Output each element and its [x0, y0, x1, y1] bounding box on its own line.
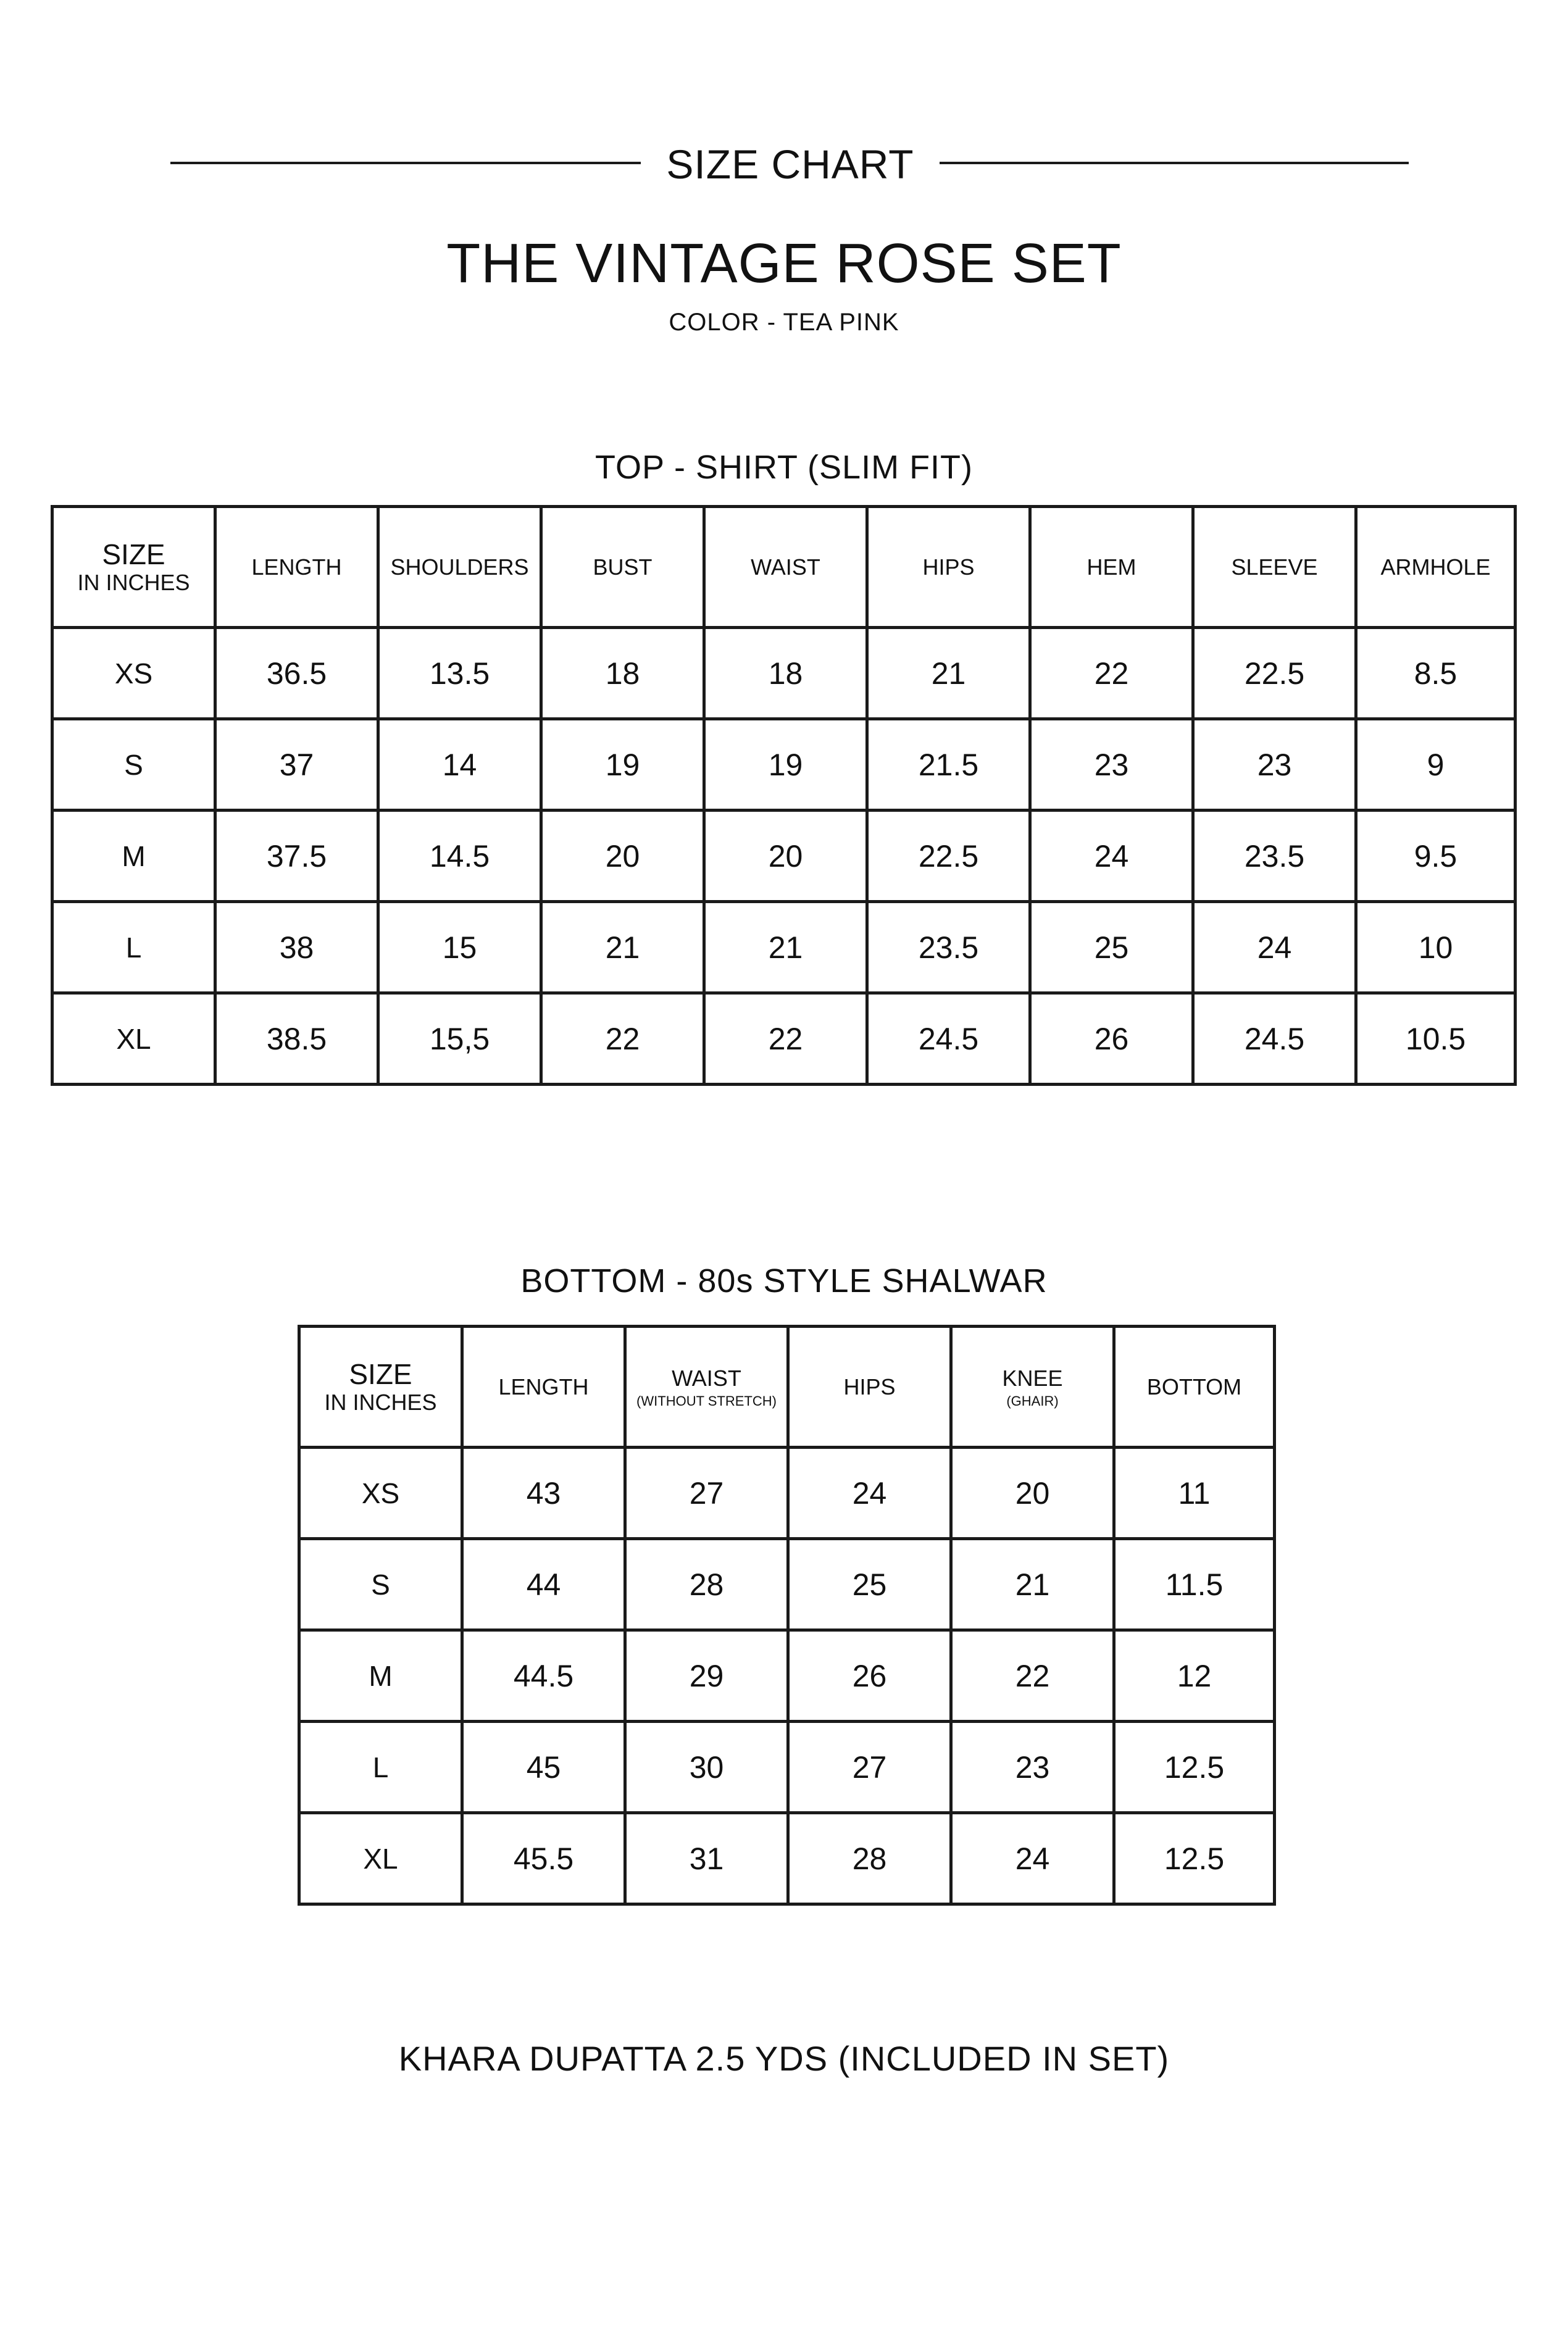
- size-header-unit: IN INCHES: [324, 1389, 437, 1415]
- column-header-shoulders: SHOULDERS: [378, 507, 541, 628]
- table-header-row: [299, 1327, 1275, 1448]
- size-header-label: SIZE: [349, 1357, 412, 1390]
- table-row: [299, 1448, 1275, 1539]
- color-line: COLOR - TEA PINK: [669, 309, 899, 336]
- value-cell: 20: [541, 811, 704, 902]
- value-cell: 15,5: [378, 993, 541, 1085]
- size-cell: L: [299, 1722, 462, 1813]
- value-cell: 24.5: [1193, 993, 1356, 1085]
- value-cell: 25: [1030, 902, 1193, 993]
- value-cell: 38: [215, 902, 378, 993]
- value-cell: 12: [1114, 1630, 1275, 1722]
- column-header-length: [462, 1327, 625, 1448]
- column-header-hem: HEM: [1030, 507, 1193, 628]
- value-cell: 13.5: [378, 628, 541, 719]
- table-row: [52, 993, 1516, 1085]
- value-cell: 45.5: [462, 1813, 625, 1904]
- value-cell: 20: [704, 811, 867, 902]
- value-cell: 29: [625, 1630, 788, 1722]
- size-header-label: SIZE: [102, 538, 165, 570]
- column-header-sleeve: SLEEVE: [1193, 507, 1356, 628]
- size-cell: S: [52, 719, 215, 811]
- value-cell: 26: [788, 1630, 951, 1722]
- top-table-title: TOP - SHIRT (SLIM FIT): [594, 449, 974, 486]
- column-header-bust: BUST: [541, 507, 704, 628]
- value-cell: 24: [951, 1813, 1114, 1904]
- size-header-cell: [299, 1327, 462, 1448]
- column-header-label: WAIST: [672, 1365, 741, 1391]
- size-cell: S: [299, 1539, 462, 1630]
- table-header-row: [52, 507, 1516, 628]
- size-cell: XL: [299, 1813, 462, 1904]
- value-cell: 27: [625, 1448, 788, 1539]
- value-cell: 21: [951, 1539, 1114, 1630]
- value-cell: 23: [1030, 719, 1193, 811]
- column-header-label: LENGTH: [498, 1374, 589, 1399]
- value-cell: 18: [541, 628, 704, 719]
- table-row: [52, 811, 1516, 902]
- bottom-size-table: [298, 1325, 1276, 1906]
- column-header-label: HIPS: [843, 1374, 896, 1399]
- value-cell: 23: [951, 1722, 1114, 1813]
- column-header-label: KNEE: [1002, 1365, 1063, 1391]
- column-header-waist: [625, 1327, 788, 1448]
- size-header-cell: [52, 507, 215, 628]
- column-header-armhole: ARMHOLE: [1356, 507, 1516, 628]
- column-header-hips: HIPS: [867, 507, 1030, 628]
- header-rule-right: [940, 162, 1409, 164]
- dupatta-note: KHARA DUPATTA 2.5 YDS (INCLUDED IN SET): [398, 2039, 1170, 2078]
- value-cell: 23.5: [1193, 811, 1356, 902]
- value-cell: 19: [541, 719, 704, 811]
- product-title: THE VINTAGE ROSE SET: [446, 233, 1122, 294]
- table-row: [52, 628, 1516, 719]
- value-cell: 26: [1030, 993, 1193, 1085]
- value-cell: 31: [625, 1813, 788, 1904]
- value-cell: 24: [1030, 811, 1193, 902]
- value-cell: 44: [462, 1539, 625, 1630]
- column-header-hips: [788, 1327, 951, 1448]
- value-cell: 12.5: [1114, 1813, 1275, 1904]
- value-cell: 45: [462, 1722, 625, 1813]
- value-cell: 38.5: [215, 993, 378, 1085]
- table-row: [52, 902, 1516, 993]
- size-chart-label: SIZE CHART: [666, 141, 914, 187]
- value-cell: 21.5: [867, 719, 1030, 811]
- value-cell: 21: [704, 902, 867, 993]
- value-cell: 24: [788, 1448, 951, 1539]
- value-cell: 22: [541, 993, 704, 1085]
- value-cell: 20: [951, 1448, 1114, 1539]
- value-cell: 22.5: [867, 811, 1030, 902]
- value-cell: 23.5: [867, 902, 1030, 993]
- top-size-table: [51, 505, 1517, 1086]
- value-cell: 22: [1030, 628, 1193, 719]
- value-cell: 19: [704, 719, 867, 811]
- value-cell: 11: [1114, 1448, 1275, 1539]
- value-cell: 37: [215, 719, 378, 811]
- table-row: [52, 719, 1516, 811]
- value-cell: 24.5: [867, 993, 1030, 1085]
- value-cell: 28: [625, 1539, 788, 1630]
- size-cell: XS: [52, 628, 215, 719]
- column-header-label: BOTTOM: [1146, 1374, 1242, 1399]
- value-cell: 15: [378, 902, 541, 993]
- value-cell: 28: [788, 1813, 951, 1904]
- value-cell: 23: [1193, 719, 1356, 811]
- value-cell: 8.5: [1356, 628, 1516, 719]
- size-cell: L: [52, 902, 215, 993]
- column-header-waist: WAIST: [704, 507, 867, 628]
- table-row: [299, 1630, 1275, 1722]
- table-row: [299, 1539, 1275, 1630]
- value-cell: 24: [1193, 902, 1356, 993]
- value-cell: 9: [1356, 719, 1516, 811]
- bottom-table-title: BOTTOM - 80s STYLE SHALWAR: [520, 1262, 1048, 1299]
- value-cell: 18: [704, 628, 867, 719]
- value-cell: 30: [625, 1722, 788, 1813]
- value-cell: 10: [1356, 902, 1516, 993]
- header-rule-left: [170, 162, 641, 164]
- value-cell: 14: [378, 719, 541, 811]
- value-cell: 27: [788, 1722, 951, 1813]
- table-row: [299, 1813, 1275, 1904]
- value-cell: 10.5: [1356, 993, 1516, 1085]
- size-cell: XS: [299, 1448, 462, 1539]
- value-cell: 12.5: [1114, 1722, 1275, 1813]
- value-cell: 37.5: [215, 811, 378, 902]
- column-header-bottom: [1114, 1327, 1275, 1448]
- value-cell: 11.5: [1114, 1539, 1275, 1630]
- value-cell: 14.5: [378, 811, 541, 902]
- value-cell: 36.5: [215, 628, 378, 719]
- column-header-knee: [951, 1327, 1114, 1448]
- table-row: [299, 1722, 1275, 1813]
- value-cell: 43: [462, 1448, 625, 1539]
- column-header-note: (GHAIR): [1006, 1393, 1059, 1409]
- size-cell: XL: [52, 993, 215, 1085]
- size-cell: M: [299, 1630, 462, 1722]
- value-cell: 21: [867, 628, 1030, 719]
- value-cell: 9.5: [1356, 811, 1516, 902]
- value-cell: 22: [951, 1630, 1114, 1722]
- size-header-unit: IN INCHES: [77, 569, 190, 595]
- value-cell: 44.5: [462, 1630, 625, 1722]
- value-cell: 22.5: [1193, 628, 1356, 719]
- column-header-length: LENGTH: [215, 507, 378, 628]
- value-cell: 22: [704, 993, 867, 1085]
- column-header-note: (WITHOUT STRETCH): [636, 1393, 777, 1409]
- value-cell: 21: [541, 902, 704, 993]
- size-cell: M: [52, 811, 215, 902]
- value-cell: 25: [788, 1539, 951, 1630]
